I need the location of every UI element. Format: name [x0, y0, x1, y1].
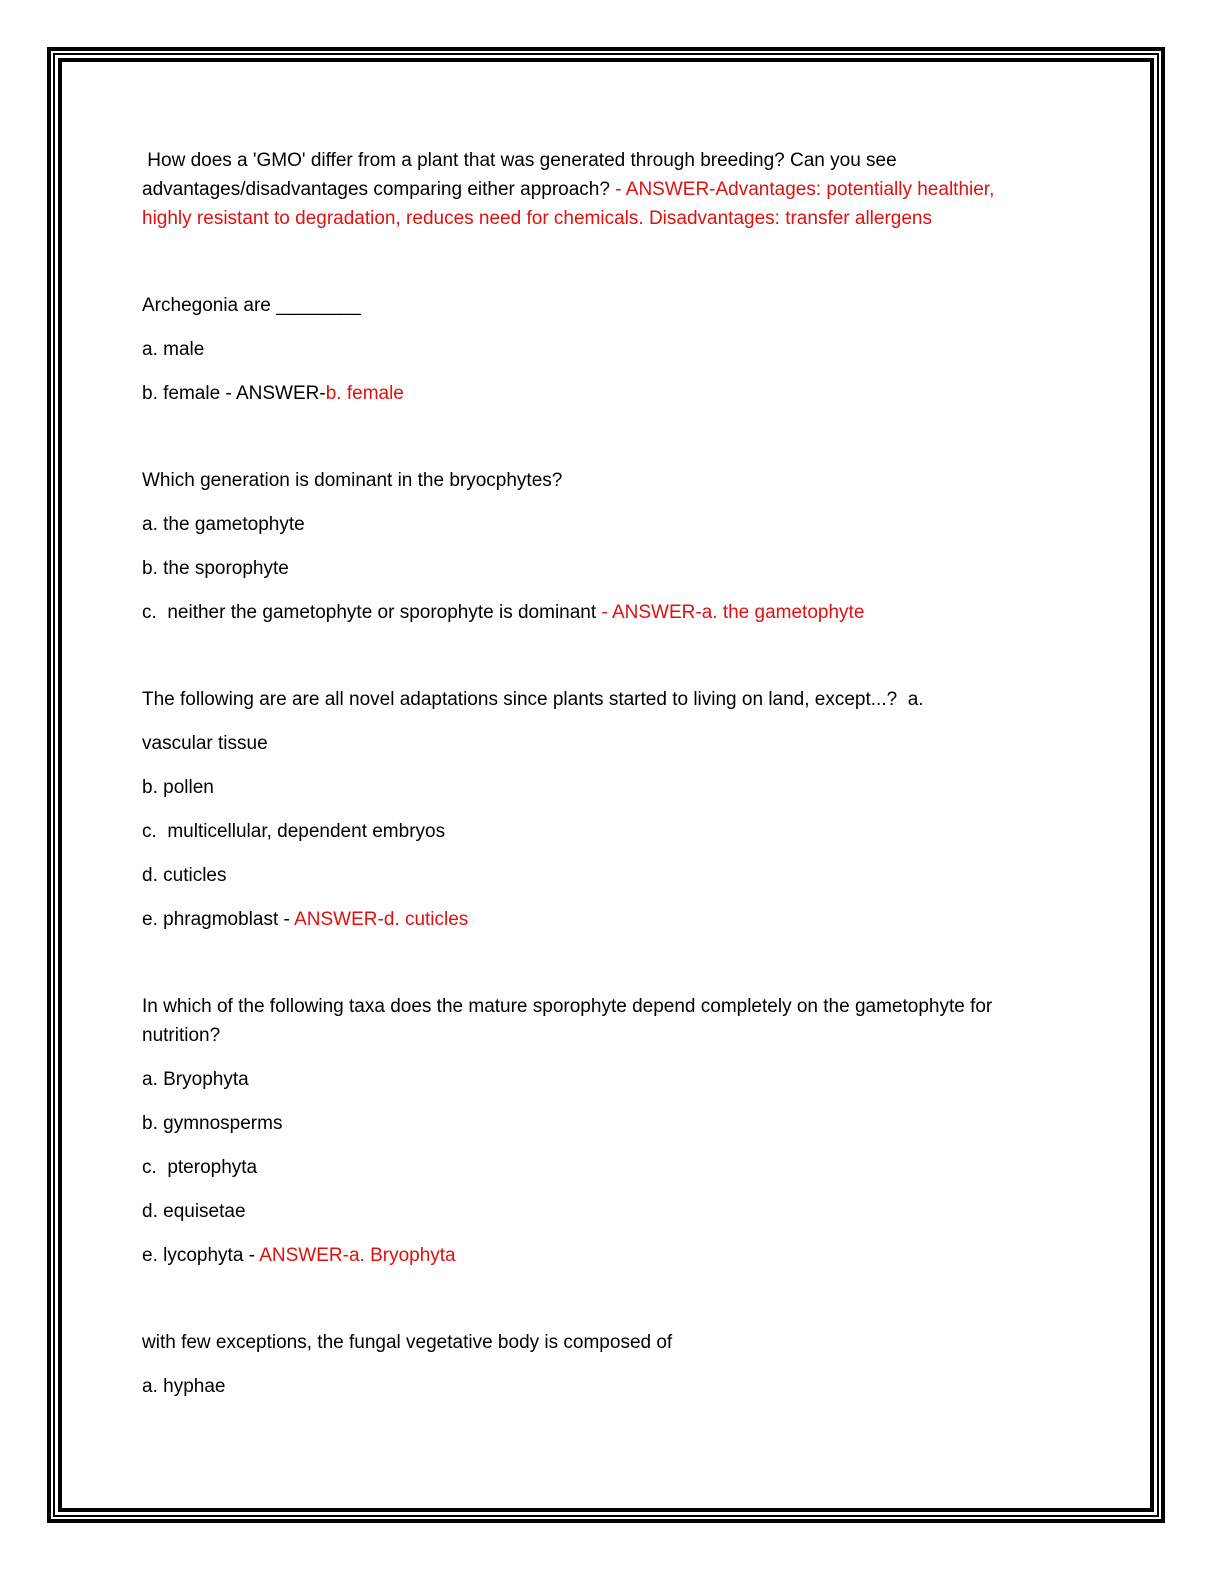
option: c. pterophyta [142, 1157, 258, 1178]
option: a. hyphae [142, 1376, 226, 1397]
option: b. gymnosperms [142, 1113, 283, 1134]
question-stem: Which generation is dominant in the bryocphytes? [142, 470, 563, 491]
option: b. the sporophyte [142, 558, 289, 579]
option: e. phragmoblast - ANSWER-d. cuticles [142, 909, 469, 930]
question-adaptations [142, 685, 1072, 934]
answer-text: ANSWER-a. Bryophyta [259, 1245, 456, 1266]
question-text: advantages/disadvantages comparing either approach? - ANSWER-Advantages: potentially healthier, [142, 179, 995, 200]
answer-text: ANSWER-d. cuticles [294, 909, 469, 930]
question-stem: The following are are all novel adaptations since plants started to living on land, except...? a. [142, 689, 924, 710]
question-gmo [142, 146, 1072, 233]
document-body [142, 146, 1072, 1401]
option: a. Bryophyta [142, 1069, 249, 1090]
question-stem: Archegonia are ________ [142, 295, 361, 316]
question-fungal-body [142, 1328, 1072, 1401]
answer-text: highly resistant to degradation, reduces need for chemicals. Disadvantages: transfer allergens [142, 208, 932, 229]
option: e. lycophyta - ANSWER-a. Bryophyta [142, 1245, 456, 1266]
option: vascular tissue [142, 733, 268, 754]
option: c. multicellular, dependent embryos [142, 821, 446, 842]
question-archegonia [142, 291, 1072, 408]
answer-text: - ANSWER-Advantages: potentially healthier, [615, 179, 995, 200]
question-sporophyte-dependence [142, 992, 1072, 1270]
option: c. neither the gametophyte or sporophyte is dominant - ANSWER-a. the gametophyte [142, 602, 865, 623]
question-stem: In which of the following taxa does the mature sporophyte depend completely on the gametophyte for [142, 996, 993, 1017]
question-stem: with few exceptions, the fungal vegetative body is composed of [142, 1332, 673, 1353]
answer-text: - ANSWER-a. the gametophyte [601, 602, 865, 623]
option: d. equisetae [142, 1201, 246, 1222]
question-stem: nutrition? [142, 1025, 221, 1046]
answer-text: b. female [325, 383, 404, 404]
option: b. pollen [142, 777, 214, 798]
question-text: How does a 'GMO' differ from a plant that was generated through breeding? Can you see [142, 150, 897, 171]
option: b. female - ANSWER-b. female [142, 383, 404, 404]
question-bryophytes [142, 466, 1072, 627]
option: a. the gametophyte [142, 514, 305, 535]
option: d. cuticles [142, 865, 227, 886]
option: a. male [142, 339, 205, 360]
